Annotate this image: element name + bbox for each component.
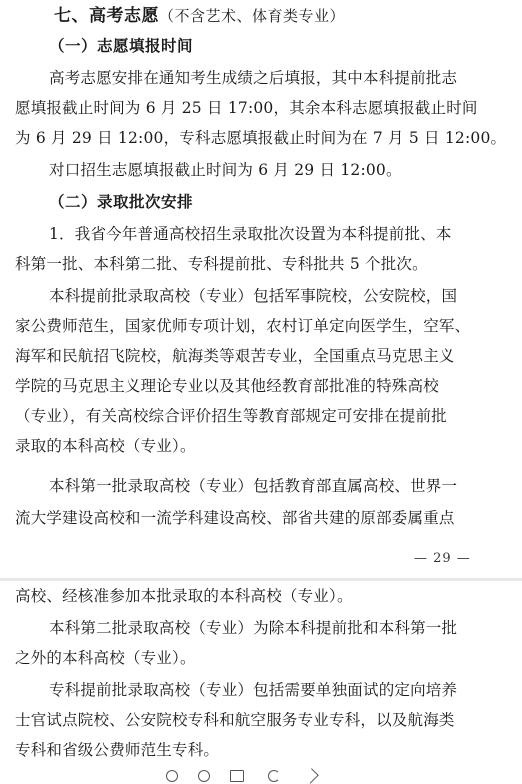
zoom-out-icon[interactable] bbox=[166, 770, 178, 782]
fit-page-icon[interactable] bbox=[230, 770, 244, 782]
section-title: 七、高考志愿 bbox=[54, 6, 159, 26]
paragraph-line: 之外的本科高校（专业）。 bbox=[15, 649, 196, 667]
paragraph-line: 录取的本科高校（专业）。 bbox=[15, 437, 196, 455]
subsection-title-2: （二）录取批次安排 bbox=[49, 192, 194, 211]
paragraph-line: 士官试点院校、公安院校专科和航空服务专业专科，以及航海类 bbox=[15, 711, 455, 729]
paragraph-line: 流大学建设高校和一流学科建设高校、部省共建的原部委属重点 bbox=[15, 509, 455, 527]
paragraph-line: 家公费师范生，国家优师专项计划，农村订单定向医学生，空军、 bbox=[15, 317, 471, 335]
paragraph-line: 本科提前批录取高校（专业）包括军事院校，公安院校，国 bbox=[49, 287, 458, 305]
paragraph-line: 科第一批、本科第二批、专科提前批、专科批共 5 个批次。 bbox=[15, 255, 428, 273]
paragraph-line: 对口招生志愿填报截止时间为 6 月 29 日 12:00。 bbox=[49, 161, 402, 179]
section-note: （不含艺术、体育类专业） bbox=[159, 7, 346, 25]
paragraph-line: 愿填报截止时间为 6 月 25 日 17:00，其余本科志愿填报截止时间 bbox=[15, 99, 478, 117]
viewer-toolbar bbox=[0, 764, 522, 780]
paragraph-line: 本科第一批录取高校（专业）包括教育部直属高校、世界一 bbox=[49, 477, 458, 495]
section-heading bbox=[54, 6, 345, 26]
zoom-in-icon[interactable] bbox=[198, 770, 210, 782]
paragraph-line: 为 6 月 29 日 12:00，专科志愿填报截止时间为在 7 月 5 日 12:00。 bbox=[15, 129, 507, 147]
subsection-title-1: （一）志愿填报时间 bbox=[49, 36, 194, 55]
paragraph-line: 1．我省今年普通高校招生录取批次设置为本科提前批、本 bbox=[49, 225, 452, 243]
rotate-icon[interactable] bbox=[268, 770, 280, 782]
paragraph-line: 高考志愿安排在通知考生成绩之后填报，其中本科提前批志 bbox=[49, 69, 458, 87]
page-number: — 29 — bbox=[414, 551, 471, 566]
paragraph-line: 专科和省级公费师范生专科。 bbox=[15, 741, 220, 759]
paragraph-line: （专业），有关高校综合评价招生等教育部规定可安排在提前批 bbox=[15, 407, 447, 425]
paragraph-line: 海军和民航招飞院校，航海类等艰苦专业，全国重点马克思主义 bbox=[15, 347, 455, 365]
paragraph-line: 本科第二批录取高校（专业）为除本科提前批和本科第一批 bbox=[49, 619, 458, 637]
paragraph-line: 学院的马克思主义理论专业以及其他经教育部批准的特殊高校 bbox=[15, 377, 439, 395]
document-page-lower bbox=[0, 581, 522, 780]
pen-icon[interactable] bbox=[303, 768, 319, 784]
paragraph-line: 专科提前批录取高校（专业）包括需要单独面试的定向培养 bbox=[49, 681, 458, 699]
paragraph-line: 高校、经核准参加本批录取的本科高校（专业）。 bbox=[15, 587, 353, 605]
